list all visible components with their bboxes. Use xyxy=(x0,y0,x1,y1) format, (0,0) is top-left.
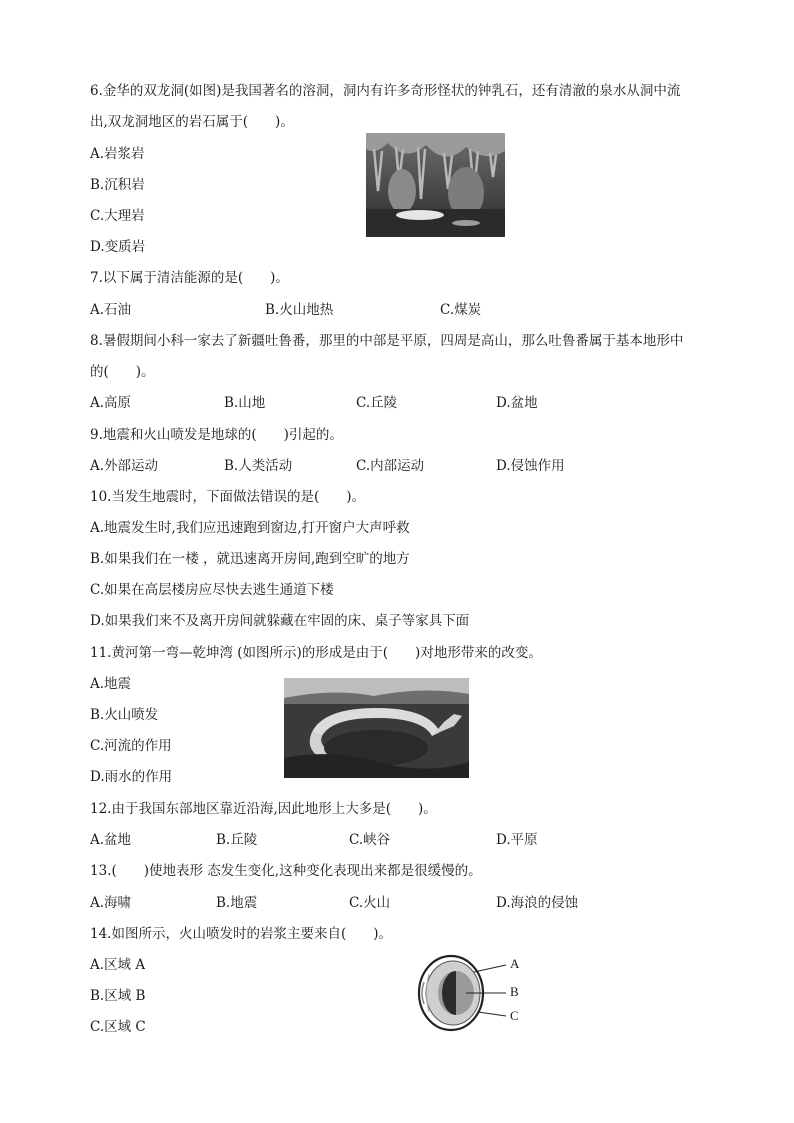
q12-option-a: A.盆地 xyxy=(90,832,132,848)
label-a: A xyxy=(510,956,520,971)
q12-option-d: D.平原 xyxy=(496,832,538,848)
q14-option-b: B.区域 B xyxy=(90,988,146,1004)
q10-option-b: B.如果我们在一楼 ，就迅速离开房间,跑到空旷的地方 xyxy=(90,551,410,567)
q6-option-c: C.大理岩 xyxy=(90,208,145,224)
label-c: C xyxy=(510,1008,519,1023)
q9-stem: 9.地震和火山喷发是地球的( )引起的。 xyxy=(90,427,343,443)
q12-option-c: C.峡谷 xyxy=(349,832,391,848)
q7-option-a: A.石油 xyxy=(90,302,132,318)
q9-option-d: D.侵蚀作用 xyxy=(496,458,565,474)
q11-option-b: B.火山喷发 xyxy=(90,707,159,723)
q9-option-a: A.外部运动 xyxy=(90,458,159,474)
q10-option-c: C.如果在高层楼房应尽快去逃生通道下楼 xyxy=(90,582,334,598)
q10-option-d: D.如果我们来不及离开房间就躲藏在牢固的床、桌子等家具下面 xyxy=(90,613,470,629)
q12-option-b: B.丘陵 xyxy=(216,832,258,848)
earth-layers-diagram xyxy=(416,952,528,1032)
label-b: B xyxy=(510,984,519,999)
q6-stem-line1: 6.金华的双龙洞(如图)是我国著名的溶洞，洞内有许多奇形怪状的钟乳石，还有清澈的泉水从洞中流 xyxy=(90,83,681,99)
cave-photo xyxy=(366,133,505,237)
q8-option-a: A.高原 xyxy=(90,395,132,411)
q8-option-c: C.丘陵 xyxy=(356,395,398,411)
q14-option-a: A.区域 A xyxy=(90,957,146,973)
river-bend-photo xyxy=(284,678,469,778)
q6-option-d: D.变质岩 xyxy=(90,239,146,255)
q8-stem-line2: 的( )。 xyxy=(90,364,155,380)
q11-option-c: C.河流的作用 xyxy=(90,738,172,754)
q7-option-c: C.煤炭 xyxy=(440,302,482,318)
q9-option-b: B.人类活动 xyxy=(224,458,293,474)
q13-option-c: C.火山 xyxy=(349,895,391,911)
q13-option-b: B.地震 xyxy=(216,895,258,911)
q13-option-d: D.海浪的侵蚀 xyxy=(496,895,579,911)
q6-option-a: A.岩浆岩 xyxy=(90,146,145,162)
q11-option-d: D.雨水的作用 xyxy=(90,769,173,785)
q9-option-c: C.内部运动 xyxy=(356,458,425,474)
q11-option-a: A.地震 xyxy=(90,676,132,692)
q13-stem: 13.( )使地表形 态发生变化,这种变化表现出来都是很缓慢的。 xyxy=(90,863,482,879)
q7-stem: 7.以下属于清洁能源的是( )。 xyxy=(90,270,289,286)
q14-option-c: C.区域 C xyxy=(90,1019,146,1035)
q11-stem: 11.黄河第一弯—乾坤湾 (如图所示)的形成是由于( )对地形带来的改变。 xyxy=(90,645,542,661)
q6-option-b: B.沉积岩 xyxy=(90,177,145,193)
q7-option-b: B.火山地热 xyxy=(265,302,334,318)
q10-stem: 10.当发生地震时，下面做法错误的是( )。 xyxy=(90,489,366,505)
q8-option-b: B.山地 xyxy=(224,395,266,411)
q8-stem-line1: 8.暑假期间小科一家去了新疆吐鲁番，那里的中部是平原，四周是高山，那么吐鲁番属于基本地形中 xyxy=(90,333,684,349)
q6-stem-line2: 出,双龙洞地区的岩石属于( )。 xyxy=(90,114,294,130)
q10-option-a: A.地震发生时,我们应迅速跑到窗边,打开窗户大声呼救 xyxy=(90,520,410,536)
q12-stem: 12.由于我国东部地区靠近沿海,因此地形上大多是( )。 xyxy=(90,801,437,817)
q14-stem: 14.如图所示，火山喷发时的岩浆主要来自( )。 xyxy=(90,926,393,942)
q13-option-a: A.海啸 xyxy=(90,895,132,911)
q8-option-d: D.盆地 xyxy=(496,395,538,411)
